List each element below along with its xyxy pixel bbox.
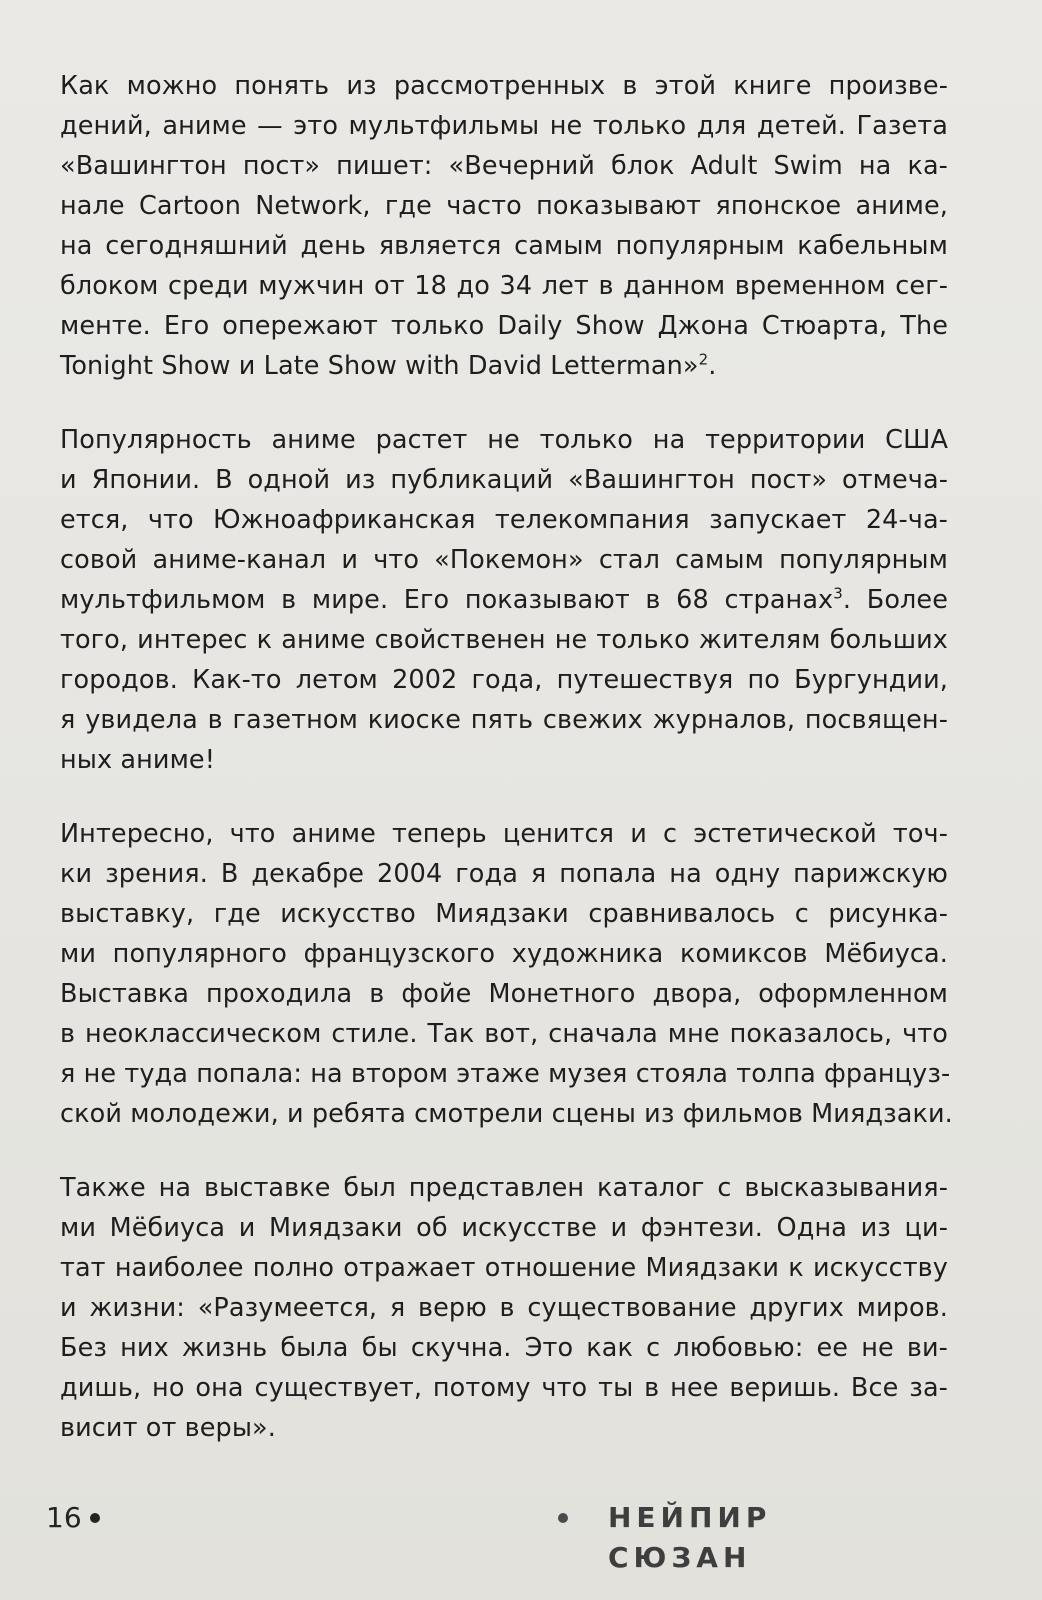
page-number: 16	[46, 1501, 82, 1534]
text-line: дишь, но она существует, потому что ты в нее веришь. Все за-	[60, 1373, 948, 1403]
text-line	[60, 580, 948, 620]
text-fragment: мультфильмом в мире. Его показывают в 68 странах	[60, 585, 834, 615]
text-line: того, интерес к аниме свойственен не только жителям больших	[60, 625, 948, 655]
text-fragment: Tonight Show и Late Show with David Letterman»	[60, 351, 699, 381]
text-line: «Вашингтон пост» пишет: «Вечерний блок Adult Swim на ка-	[60, 151, 948, 181]
body-text	[60, 66, 953, 1482]
footnote-marker: 3	[833, 584, 843, 603]
text-line	[60, 346, 948, 386]
text-line: Популярность аниме растет не только на территории США	[60, 425, 948, 455]
text-line: дений, аниме — это мультфильмы не только для детей. Газета	[60, 111, 948, 141]
footnote-marker: 2	[698, 350, 709, 369]
text-line: висит от веры».	[60, 1413, 276, 1443]
paragraph-4	[60, 1168, 948, 1448]
text-line: блоком среди мужчин от 18 до 34 лет в данном временном сег-	[60, 271, 948, 301]
text-line: ется, что Южноафриканская телекомпания запускает 24-ча-	[60, 505, 948, 535]
text-line: нале Cartoon Network, где часто показывают японское аниме,	[60, 191, 948, 221]
text-line: менте. Его опережают только Daily Show Джона Стюарта, The	[60, 311, 948, 341]
bullet-icon	[558, 1513, 568, 1523]
text-line: на сегодняшний день является самым популярным кабельным	[60, 231, 948, 261]
text-line: и жизни: «Разумеется, я верю в существование других миров.	[60, 1293, 948, 1323]
text-line: ми популярного французского художника комиксов Мёбиуса.	[60, 939, 948, 969]
text-line: ных аниме!	[60, 745, 216, 775]
text-line: я не туда попала: на втором этаже музея стояла толпа француз-	[60, 1059, 951, 1089]
text-line: ки зрения. В декабре 2004 года я попала на одну парижскую	[60, 859, 948, 889]
text-line: Выставка проходила в фойе Монетного двора, оформленном	[60, 979, 948, 1009]
text-line: совой аниме-канал и что «Покемон» стал самым популярным	[60, 545, 948, 575]
author-name: НЕЙПИР СЮЗАН	[608, 1501, 772, 1574]
text-line: ской молодежи, и ребята смотрели сцены из фильмов Миядзаки.	[60, 1099, 953, 1129]
text-line: городов. Как-то летом 2002 года, путешествуя по Бургундии,	[60, 665, 948, 695]
paragraph-2	[60, 420, 948, 780]
text-line: и Японии. В одной из публикаций «Вашингтон пост» отмеча-	[60, 465, 948, 495]
text-fragment: .	[708, 351, 717, 381]
text-line: Также на выставке был представлен каталог с высказывания-	[60, 1173, 948, 1203]
text-line: я увидела в газетном киоске пять свежих журналов, посвящен-	[60, 705, 948, 735]
text-line: Интересно, что аниме теперь ценится и с эстетической точ-	[60, 819, 948, 849]
text-line: ми Мёбиуса и Миядзаки об искусстве и фэнтези. Одна из ци-	[60, 1213, 948, 1243]
text-line: Как можно понять из рассмотренных в этой книге произве-	[60, 71, 948, 101]
text-line: Без них жизнь была бы скучна. Это как с любовью: ее не ви-	[60, 1333, 948, 1363]
paragraph-1	[60, 66, 948, 386]
text-line: выставку, где искусство Миядзаки сравнивалось с рисунка-	[60, 899, 948, 929]
paragraph-3	[60, 814, 953, 1134]
text-fragment: . Более	[842, 585, 948, 615]
page-footer	[46, 1498, 922, 1574]
bullet-icon	[90, 1513, 100, 1523]
text-line: тат наиболее полно отражает отношение Миядзаки к искусству	[60, 1253, 948, 1283]
text-line: в неоклассическом стиле. Так вот, сначала мне показалось, что	[60, 1019, 948, 1049]
